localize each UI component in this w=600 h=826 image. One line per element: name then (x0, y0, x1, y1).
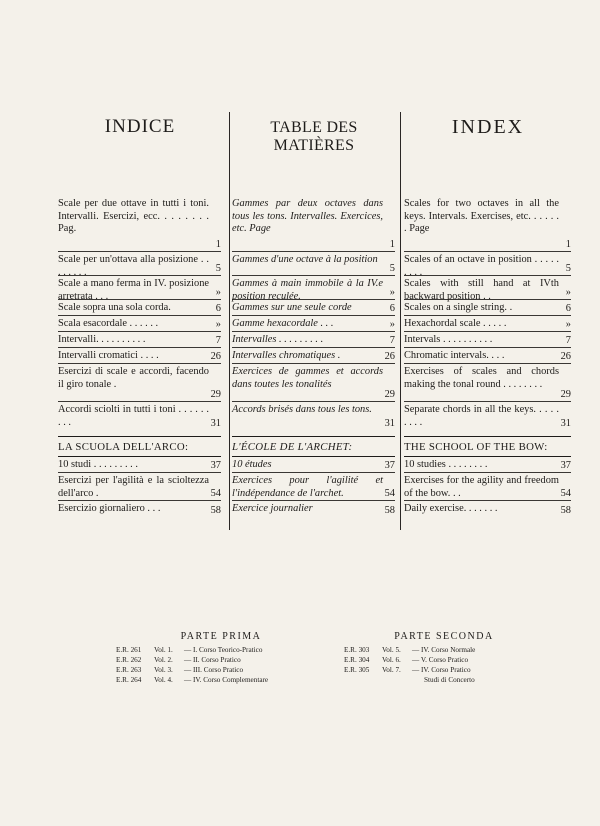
footer-vol: Vol. 7. (382, 666, 401, 674)
footer-er: E.R. 303 (344, 646, 370, 654)
footer-row (116, 655, 326, 665)
entry-title: Accordi sciolti in tutti i toni . . . . . . . . . (58, 404, 209, 428)
page-number: 37 (560, 459, 571, 471)
index-entry (404, 252, 571, 276)
entry-title: Esercizi di scale e accordi, facendo il giro tonale . (58, 366, 209, 390)
page-number: 58 (560, 504, 571, 516)
entry-title: Scale a mano ferma in IV. posizione arretrata . . . (58, 278, 209, 302)
index-entry (58, 501, 221, 517)
page-number: 1 (565, 238, 571, 250)
page-number: 5 (565, 262, 571, 274)
page-number: 29 (384, 388, 395, 400)
column-divider (400, 112, 401, 530)
page-number: » (389, 318, 395, 330)
index-entry (232, 501, 395, 517)
page-number: 26 (560, 350, 571, 362)
page-number: » (215, 318, 221, 330)
page-number: 1 (389, 238, 395, 250)
footer-desc: — IV. Corso Complementare (184, 676, 269, 684)
index-entry (404, 364, 571, 402)
entry-title: Intervals . . . . . . . . . . (404, 334, 493, 345)
page-number: 54 (210, 487, 221, 499)
footer-title: PARTE PRIMA (180, 631, 262, 642)
entry-title: Gamme hexacordale . . . (232, 318, 334, 329)
footer-parte-prima (116, 632, 326, 685)
index-entry (232, 316, 395, 332)
entry-title: Intervalles . . . . . . . . . (232, 334, 324, 345)
index-entry (404, 316, 571, 332)
page-number: 7 (389, 334, 395, 346)
footer-vol: Vol. 4. (154, 676, 173, 684)
footer-row (116, 675, 326, 685)
entry-title: Daily exercise. . . . . . . (404, 503, 498, 514)
title-english: INDEX (451, 116, 525, 138)
page-number: » (565, 318, 571, 330)
footer-desc: — IV. Corso Pratico (412, 666, 471, 674)
index-entry (58, 276, 221, 300)
index-entry (232, 364, 395, 402)
entry-title: Exercices pour l'agilité et l'indépendance de l'archet. (232, 475, 383, 499)
index-entry (58, 252, 221, 276)
entry-title: 10 studi . . . . . . . . . (58, 459, 138, 470)
section-heading: L'ÉCOLE DE L'ARCHET: (232, 436, 395, 457)
footer-vol: Vol. 1. (154, 646, 173, 654)
entry-title: Scales for two octaves in all the keys. Intervals. Exercises, etc. . . . . . . Page (404, 198, 559, 234)
entry-title: Esercizi per l'agilità e la scioltezza dell'arco . (58, 475, 209, 499)
index-entry (58, 402, 221, 430)
footer-er: E.R. 261 (116, 646, 142, 654)
page-number: 54 (560, 487, 571, 499)
index-entry (404, 501, 571, 517)
title-french: TABLE DES MATIÈRES (270, 119, 358, 154)
section-heading: LA SCUOLA DELL'ARCO: (58, 436, 221, 457)
index-entry (404, 473, 571, 501)
footer-er: E.R. 305 (344, 666, 370, 674)
entry-title: 10 études (232, 459, 272, 470)
entry-title: 10 studies . . . . . . . . (404, 459, 488, 470)
footer-rows (116, 645, 326, 685)
page-number: 1 (215, 238, 221, 250)
index-entry (404, 332, 571, 348)
index-entry (58, 457, 221, 473)
index-entry (232, 196, 395, 252)
entry-title: Exercices de gammes et accords dans toutes les tonalités (232, 366, 383, 390)
entry-title: Scale sopra una sola corda. (58, 302, 171, 313)
index-entry (404, 348, 571, 364)
index-entry (404, 276, 571, 300)
footer-er: E.R. 304 (344, 656, 370, 664)
footer-row (116, 665, 326, 675)
entry-title: Exercises for the agility and freedom of the bow. . . (404, 475, 559, 499)
page-number: 29 (210, 388, 221, 400)
footer-desc: — IV. Corso Normale (412, 646, 476, 654)
entry-title: Exercises of scales and chords making the tonal round . . . . . . . . (404, 366, 559, 390)
entry-title: Gammes à main immobile à la IV.e position reculée. (232, 278, 383, 302)
footer-desc: — III. Corso Pratico (184, 666, 244, 674)
page-number: 7 (565, 334, 571, 346)
page-number: 31 (560, 417, 571, 429)
entry-title: Accords brisés dans tous les tons. (232, 404, 372, 415)
page-number: 26 (210, 350, 221, 362)
page-number: 37 (384, 459, 395, 471)
index-entry (404, 196, 571, 252)
page-number: 31 (384, 417, 395, 429)
entry-title: Exercice journalier (232, 503, 313, 514)
footer-extra: Studi di Concerto (424, 676, 475, 684)
footer-desc: — II. Corso Pratico (184, 656, 241, 664)
index-entry (232, 276, 395, 300)
page-number: 6 (215, 302, 221, 314)
entry-title: Scales on a single string. . (404, 302, 513, 313)
entry-title: Hexachordal scale . . . . . (404, 318, 507, 329)
index-entry (232, 473, 395, 501)
section-heading: THE SCHOOL OF THE BOW: (404, 436, 571, 457)
column-italian (58, 196, 221, 517)
index-entry (404, 402, 571, 430)
page-number: 6 (389, 302, 395, 314)
index-entry (58, 473, 221, 501)
index-entry (58, 316, 221, 332)
title-italian: INDICE (104, 116, 176, 137)
footer-er: E.R. 263 (116, 666, 142, 674)
footer-vol: Vol. 2. (154, 656, 173, 664)
entry-title: Scales with still hand at IVth backward position . . (404, 278, 559, 302)
footer-row (344, 665, 544, 675)
page-number: 31 (210, 417, 221, 429)
column-divider (229, 112, 230, 530)
index-entry (232, 300, 395, 316)
entry-title: Gammes sur une seule corde (232, 302, 352, 313)
page-number: 37 (210, 459, 221, 471)
footer-desc: — V. Corso Pratico (412, 656, 469, 664)
page-number: 5 (389, 262, 395, 274)
page-number: 29 (560, 388, 571, 400)
page-number: » (389, 286, 395, 298)
entry-title: Esercizio giornaliero . . . (58, 503, 161, 514)
footer-vol: Vol. 5. (382, 646, 401, 654)
page-number: » (565, 286, 571, 298)
footer-title: PARTE SECONDA (394, 631, 494, 642)
index-entry (404, 300, 571, 316)
entry-title: Scales of an octave in position . . . . . . . . . (404, 254, 559, 278)
page-number: 54 (384, 487, 395, 499)
footer-parte-seconda (344, 632, 544, 685)
column-english (404, 196, 571, 517)
footer-desc: — I. Corso Teorico-Pratico (184, 646, 263, 654)
index-entry (58, 300, 221, 316)
page-number: 5 (215, 262, 221, 274)
entry-title: Scale per un'ottava alla posizione . . . . . . . . (58, 254, 209, 278)
page-number: 58 (384, 504, 395, 516)
footer-row (116, 645, 326, 655)
page-number: 7 (215, 334, 221, 346)
entry-title: Scala esacordale . . . . . . (58, 318, 159, 329)
index-entry (404, 457, 571, 473)
footer-row (344, 645, 544, 655)
footer-er: E.R. 262 (116, 656, 142, 664)
entry-title: Intervalli cromatici . . . . (58, 350, 159, 361)
index-entry (232, 348, 395, 364)
footer-er: E.R. 264 (116, 676, 142, 684)
index-entry (232, 457, 395, 473)
entry-title: Scale per due ottave in tutti i toni. Intervalli. Esercizi, ecc. . . . . . . . Pag. (58, 198, 209, 234)
entry-title: Intervalles chromatiques . (232, 350, 341, 361)
index-entry (232, 402, 395, 430)
index-entry (232, 252, 395, 276)
index-entry (58, 332, 221, 348)
footer-vol: Vol. 6. (382, 656, 401, 664)
entry-title: Chromatic intervals. . . . (404, 350, 505, 361)
page-number: 58 (210, 504, 221, 516)
entry-title: Gammes d'une octave à la position (232, 254, 378, 265)
footer-row (344, 655, 544, 665)
footer-rows (344, 645, 544, 675)
column-french (232, 196, 395, 517)
page-number: 26 (384, 350, 395, 362)
page-number: 6 (565, 302, 571, 314)
entry-title: Separate chords in all the keys. . . . . . . . . (404, 404, 559, 428)
page-number: » (215, 286, 221, 298)
entry-title: Intervalli. . . . . . . . . . (58, 334, 146, 345)
index-entry (58, 364, 221, 402)
entry-title: Gammes par deux octaves dans tous les tons. Intervalles. Exercices, etc. Page (232, 198, 383, 234)
footer-vol: Vol. 3. (154, 666, 173, 674)
index-entry (58, 348, 221, 364)
index-entry (58, 196, 221, 252)
index-entry (232, 332, 395, 348)
